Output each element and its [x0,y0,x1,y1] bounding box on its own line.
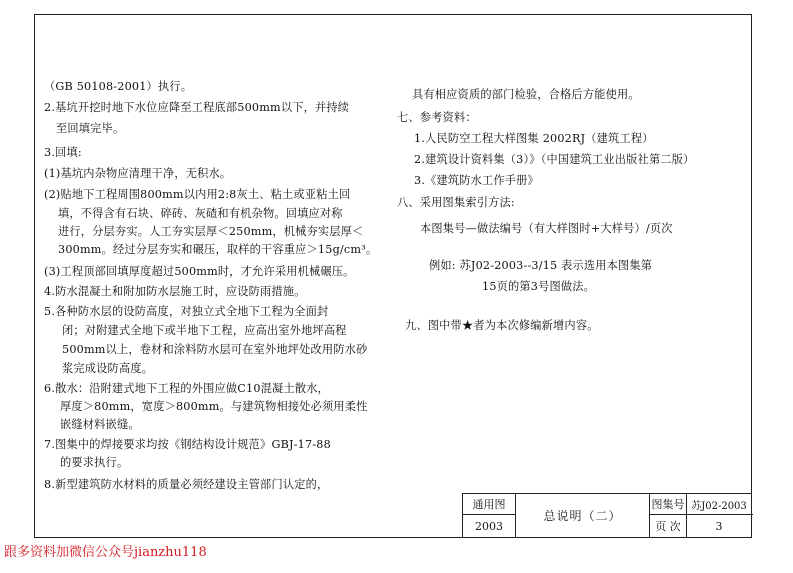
right-line: 1.人民防空工程大样图集 2002RJ（建筑工程） [414,132,654,145]
left-line: 8.新型建筑防水材料的质量必须经建设主管部门认定的， [44,478,329,491]
left-line: 浆完成设防高度。 [62,362,154,375]
title-block [462,493,752,538]
left-line: 厚度＞80mm，宽度＞800mm。与建筑物相接处必须用柔性 [60,400,368,413]
page-label: 页 次 [655,520,681,533]
left-line: (1)基坑内杂物应清理干净，无积水。 [44,167,232,180]
right-line: 2.建筑设计资料集（3）》（中国建筑工业出版社第二版） [414,153,695,166]
right-heading: 八、采用图集索引方法: [397,196,515,209]
left-line: 闭；对附建式全地下或半地下工程，应高出室外地坪高程 [62,324,347,337]
left-line: 至回填完毕。 [56,122,125,135]
right-line: 本图集号—做法编号（有大样图时+大样号）/页次 [420,222,673,235]
left-line: 5.各种防水层的设防高度，对独立式全地下工程为全面封 [44,305,329,318]
left-line: 300mm。经过分层夯实和碾压，取样的干容重应＞15g/cm³。 [58,243,378,256]
drawing-title: 总说明（二） [543,509,622,523]
left-line: 500mm以上，卷材和涂料防水层可在室外地坪处改用防水砂 [62,343,368,356]
left-line: 6.散水：沿附建式地下工程的外围应做C10混凝土散水， [44,382,329,395]
right-line: 具有相应资质的部门检验，合格后方能使用。 [412,88,640,101]
right-heading: 九、图中带★者为本次修编新增内容。 [405,319,599,332]
left-line: 进行，分层夯实。人工夯实层厚＜250mm，机械夯实层厚＜ [58,225,364,238]
left-line: 7.图集中的焊接要求均按《钢结构设计规范》GBJ-17-88 [44,438,331,451]
atlas-no-label: 图集号 [651,498,685,511]
left-line: 4.防水混凝土和附加防水层施工时，应设防雨措施。 [44,285,306,298]
left-line: 2.基坑开挖时地下水位应降至工程底部500mm以下，并持续 [44,101,350,114]
left-line: 的要求执行。 [60,456,129,469]
right-heading: 七、参考资料： [397,111,477,124]
left-line: (3)工程顶部回填厚度超过500mm时，才允许采用机械碾压。 [44,265,355,278]
right-line: 3.《建筑防水工作手册》 [414,174,539,187]
left-line: （GB 50108-2001）执行。 [44,80,193,93]
applicable-label: 通用图 [472,498,506,511]
left-line: 填，不得含有石块、碎砖、灰碴和有机杂物。回填应对称 [58,207,343,220]
page-number: 3 [715,519,723,533]
left-line: (2)贴地下工程周围800mm以内用2:8灰土、粘土或亚粘土回 [44,188,351,201]
year-value: 2003 [475,519,503,533]
left-line: 3.回填: [44,146,82,159]
right-line: 例如: 苏J02-2003--3/15 表示选用本图集第 [429,259,653,272]
atlas-no-value: 苏J02-2003 [691,500,747,512]
left-line: 嵌缝材料嵌缝。 [60,418,140,431]
watermark-text: 跟多资料加微信公众号jianzhu118 [4,545,207,560]
right-line: 15页的第3号图做法。 [482,280,596,293]
